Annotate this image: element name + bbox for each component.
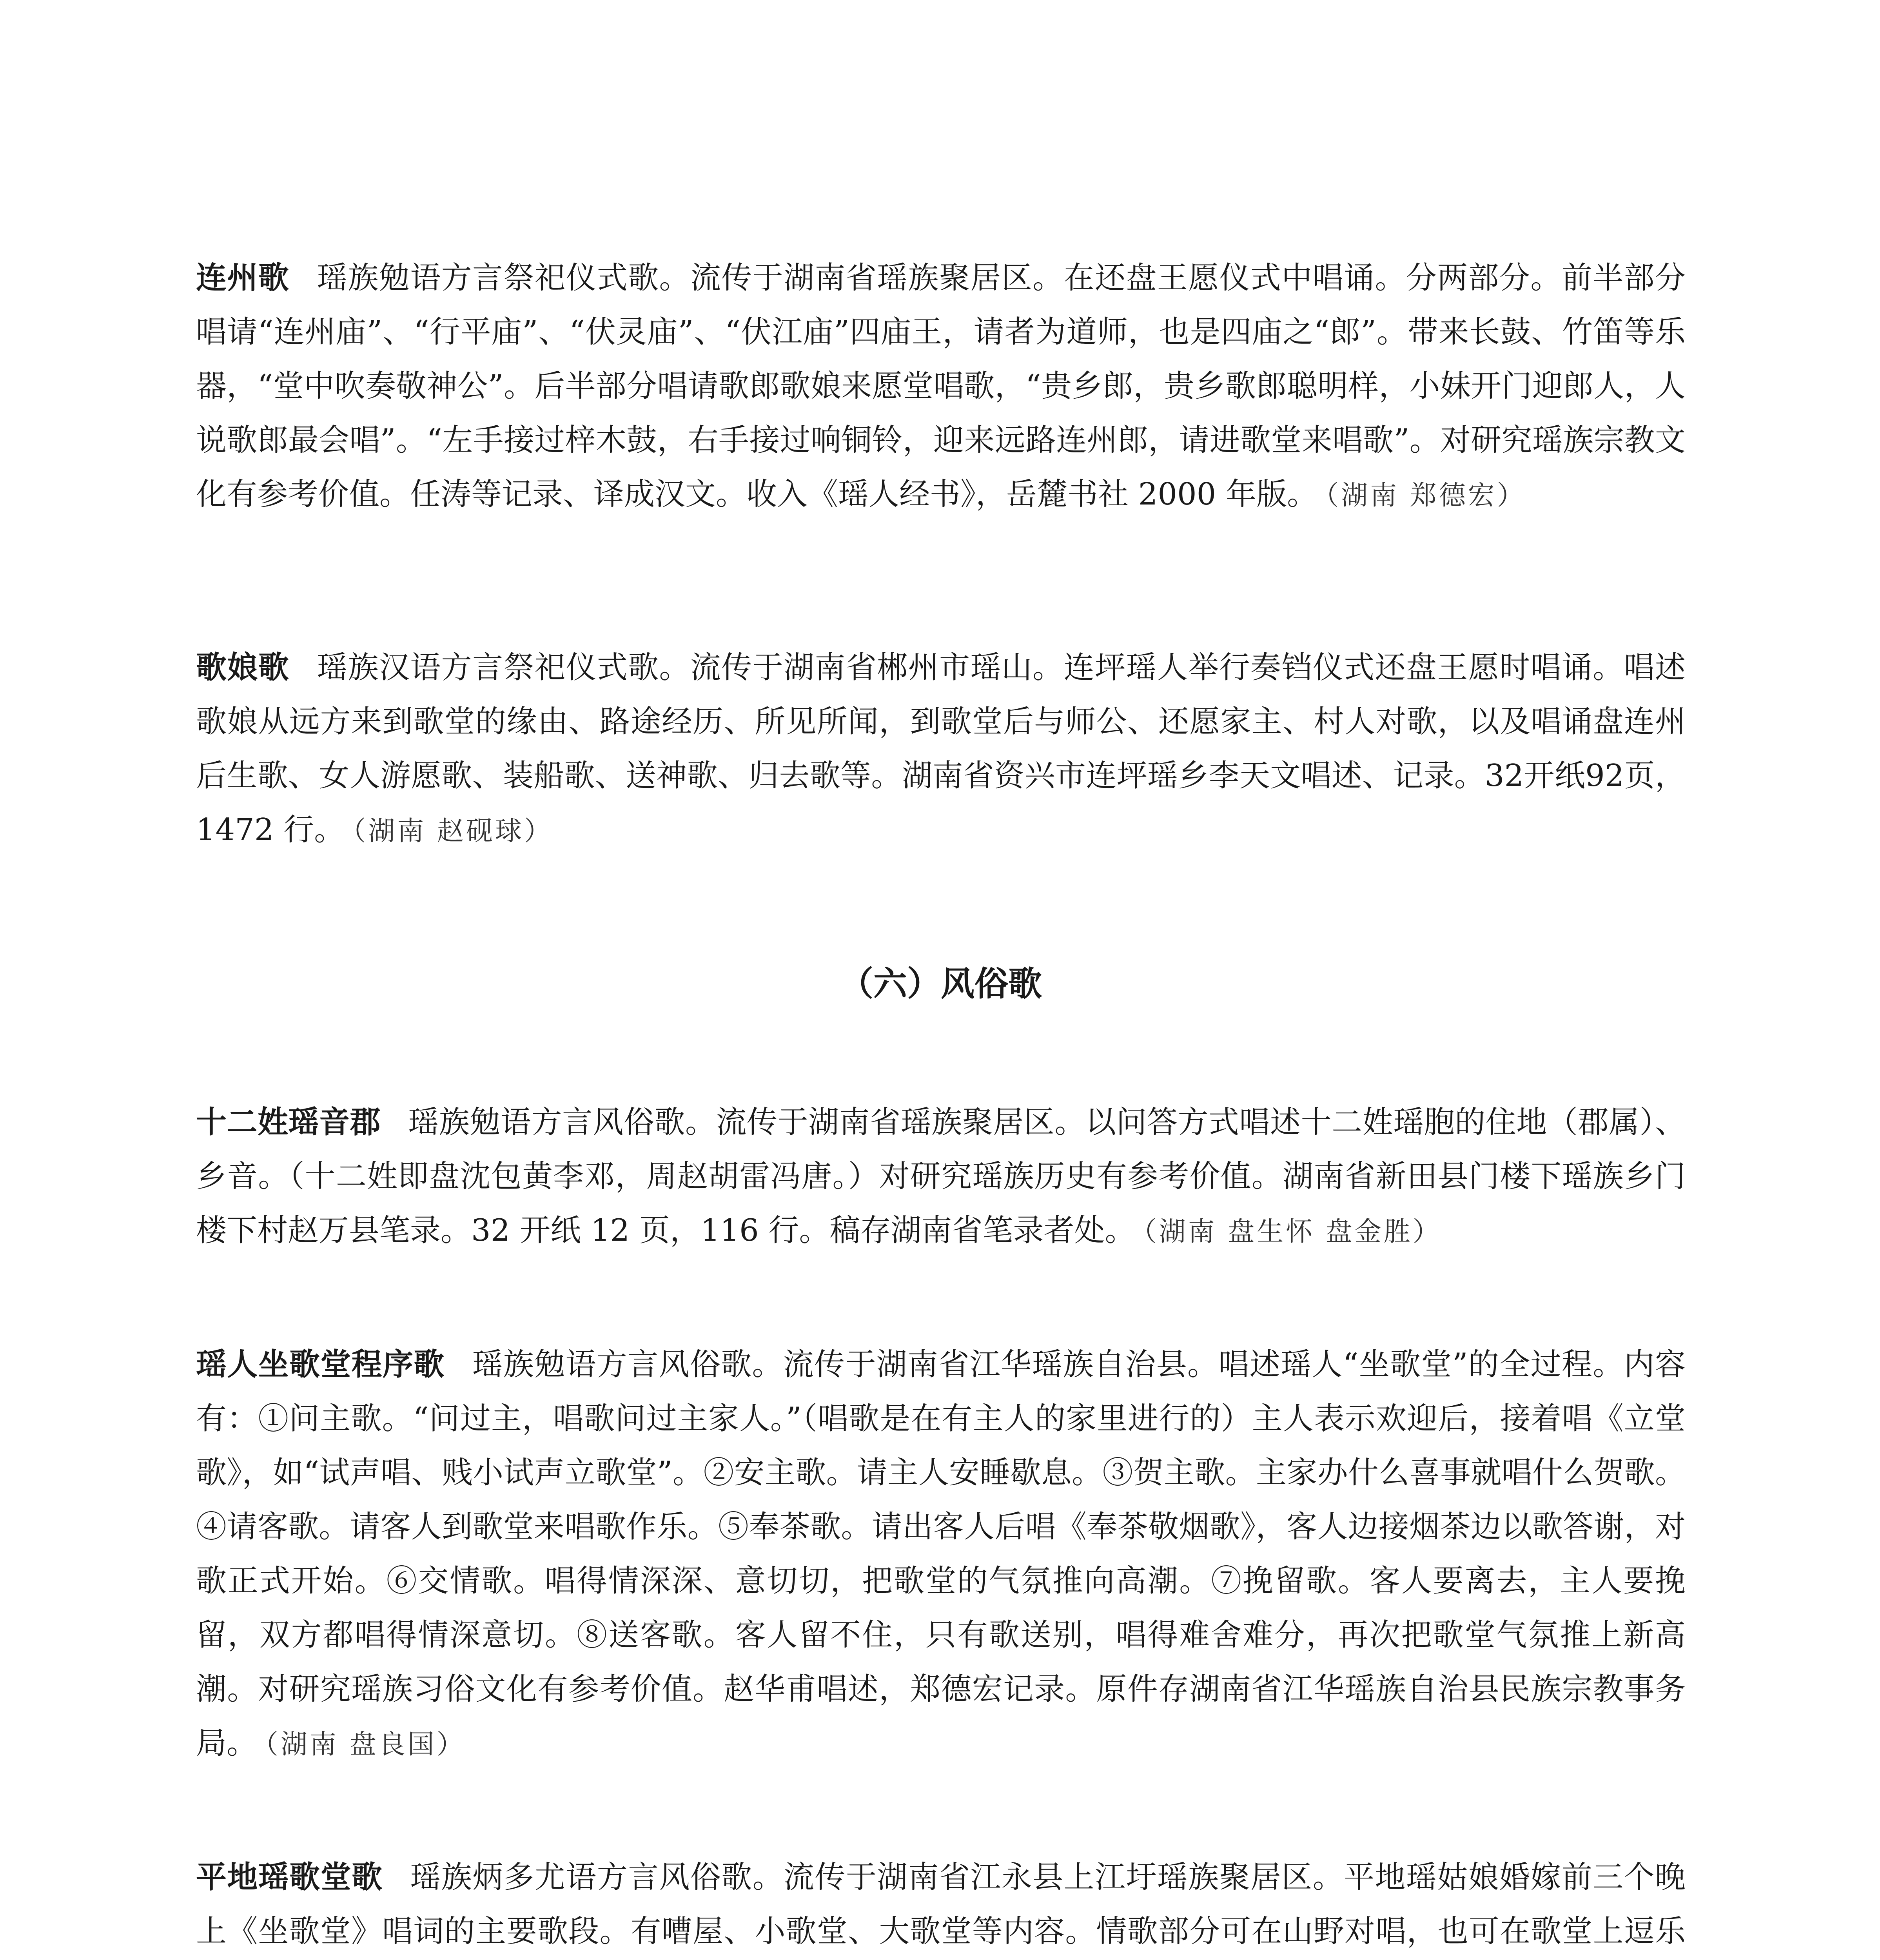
spacer [196, 858, 1686, 956]
spacer [196, 523, 1686, 641]
spacer [196, 1005, 1686, 1095]
entry-title: 十二姓瑶音郡 [196, 1105, 381, 1140]
spacer [196, 1772, 1686, 1850]
entry-lianzhou-ge [196, 251, 1686, 523]
entry-yaoren-zuogetang [196, 1338, 1686, 1772]
entry-credit: （湖南 郑德宏） [1325, 480, 1526, 511]
entry-body: 瑶族勉语方言风俗歌。流传于湖南省江华瑶族自治县。唱述瑶人“坐歌堂”的全过程。内容有：①问主歌。“问过主，唱歌问过主家人。”（唱歌是在有主人的家里进行的）主人表示欢迎后，接着唱《立堂歌》，如“试声唱、贱小试声立歌堂”。②安主歌。请主人安睡歇息。③贺主歌。主家办什么喜事就唱什么贺歌。④请客歌。请客人到歌堂来唱歌作乐。⑤奉茶歌。请出客人后唱《奉茶敬烟歌》，客人边接烟茶边以歌答谢，对歌正式开始。⑥交情歌。唱得情深深、意切切，把歌堂的气氛推向高潮。⑦挽留歌。客人要离去，主人要挽留，双方都唱得情深意切。⑧送客歌。客人留不住，只有歌送别，唱得难舍难分，再次把歌堂气氛推上新高潮。对研究瑶族习俗文化有参考价值。赵华甫唱述，郑德宏记录。原件存湖南省江华瑶族自治县民族宗教事务局。 [196, 1347, 1686, 1761]
entry-credit: （湖南 盘生怀 盘金胜） [1143, 1216, 1442, 1247]
entry-title: 连州歌 [196, 260, 290, 296]
entry-title: 瑶人坐歌堂程序歌 [196, 1347, 445, 1382]
entry-credit: （湖南 赵砚球） [352, 816, 553, 847]
entry-title: 平地瑶歌堂歌 [196, 1860, 383, 1895]
entry-body: 瑶族汉语方言祭祀仪式歌。流传于湖南省郴州市瑶山。连坪瑶人举行奏铛仪式还盘王愿时唱诵。唱述歌娘从远方来到歌堂的缘由、路途经历、所见所闻，到歌堂后与师公、还愿家主、村人对歌，以及唱诵盘连州后生歌、女人游愿歌、装船歌、送神歌、归去歌等。湖南省资兴市连坪瑶乡李天文唱述、记录。32开纸92页，1472 行。 [196, 650, 1686, 848]
section-heading: （六）风俗歌 [840, 964, 1042, 1004]
page-content [196, 251, 1686, 1960]
entry-title: 歌娘歌 [196, 650, 290, 685]
spacer [196, 1259, 1686, 1338]
entry-body: 瑶族勉语方言祭祀仪式歌。流传于湖南省瑶族聚居区。在还盘王愿仪式中唱诵。分两部分。前半部分唱请“连州庙”、“行平庙”、“伏灵庙”、“伏江庙”四庙王，请者为道师，也是四庙之“郎”。带来长鼓、竹笛等乐器，“堂中吹奏敬神公”。后半部分唱请歌郎歌娘来愿堂唱歌，“贵乡郎，贵乡歌郎聪明样，小妹开门迎郎人，人说歌郎最会唱”。“左手接过梓木鼓，右手接过响铜铃，迎来远路连州郎，请进歌堂来唱歌”。对研究瑶族宗教文化有参考价值。任涛等记录、译成汉文。收入《瑶人经书》，岳麓书社 2000 年版。 [196, 260, 1686, 512]
entry-shierxing-yaoyinjun [196, 1095, 1686, 1259]
entry-body: 瑶族炳多尤语方言风俗歌。流传于湖南省江永县上江圩瑶族聚居区。平地瑶姑娘婚嫁前三个晚上《坐歌堂》唱词的主要歌段。有嘈屋、小歌堂、大歌堂等内容。情歌部分可在山野对唱，也可在歌堂上逗乐 [196, 1860, 1686, 1949]
entry-credit: （湖南 盘良国） [265, 1729, 466, 1760]
entry-body: 瑶族勉语方言风俗歌。流传于湖南省瑶族聚居区。以问答方式唱述十二姓瑶胞的住地（郡属）、乡音。（十二姓即盘沈包黄李邓，周赵胡雷冯唐。）对研究瑶族历史有参考价值。湖南省新田县门楼下瑶族乡门楼下村赵万县笔录。32 开纸 12 页，116 行。稿存湖南省笔录者处。 [196, 1105, 1686, 1248]
entry-geniang-ge [196, 641, 1686, 858]
entry-pingdiyao-getang [196, 1850, 1686, 1960]
